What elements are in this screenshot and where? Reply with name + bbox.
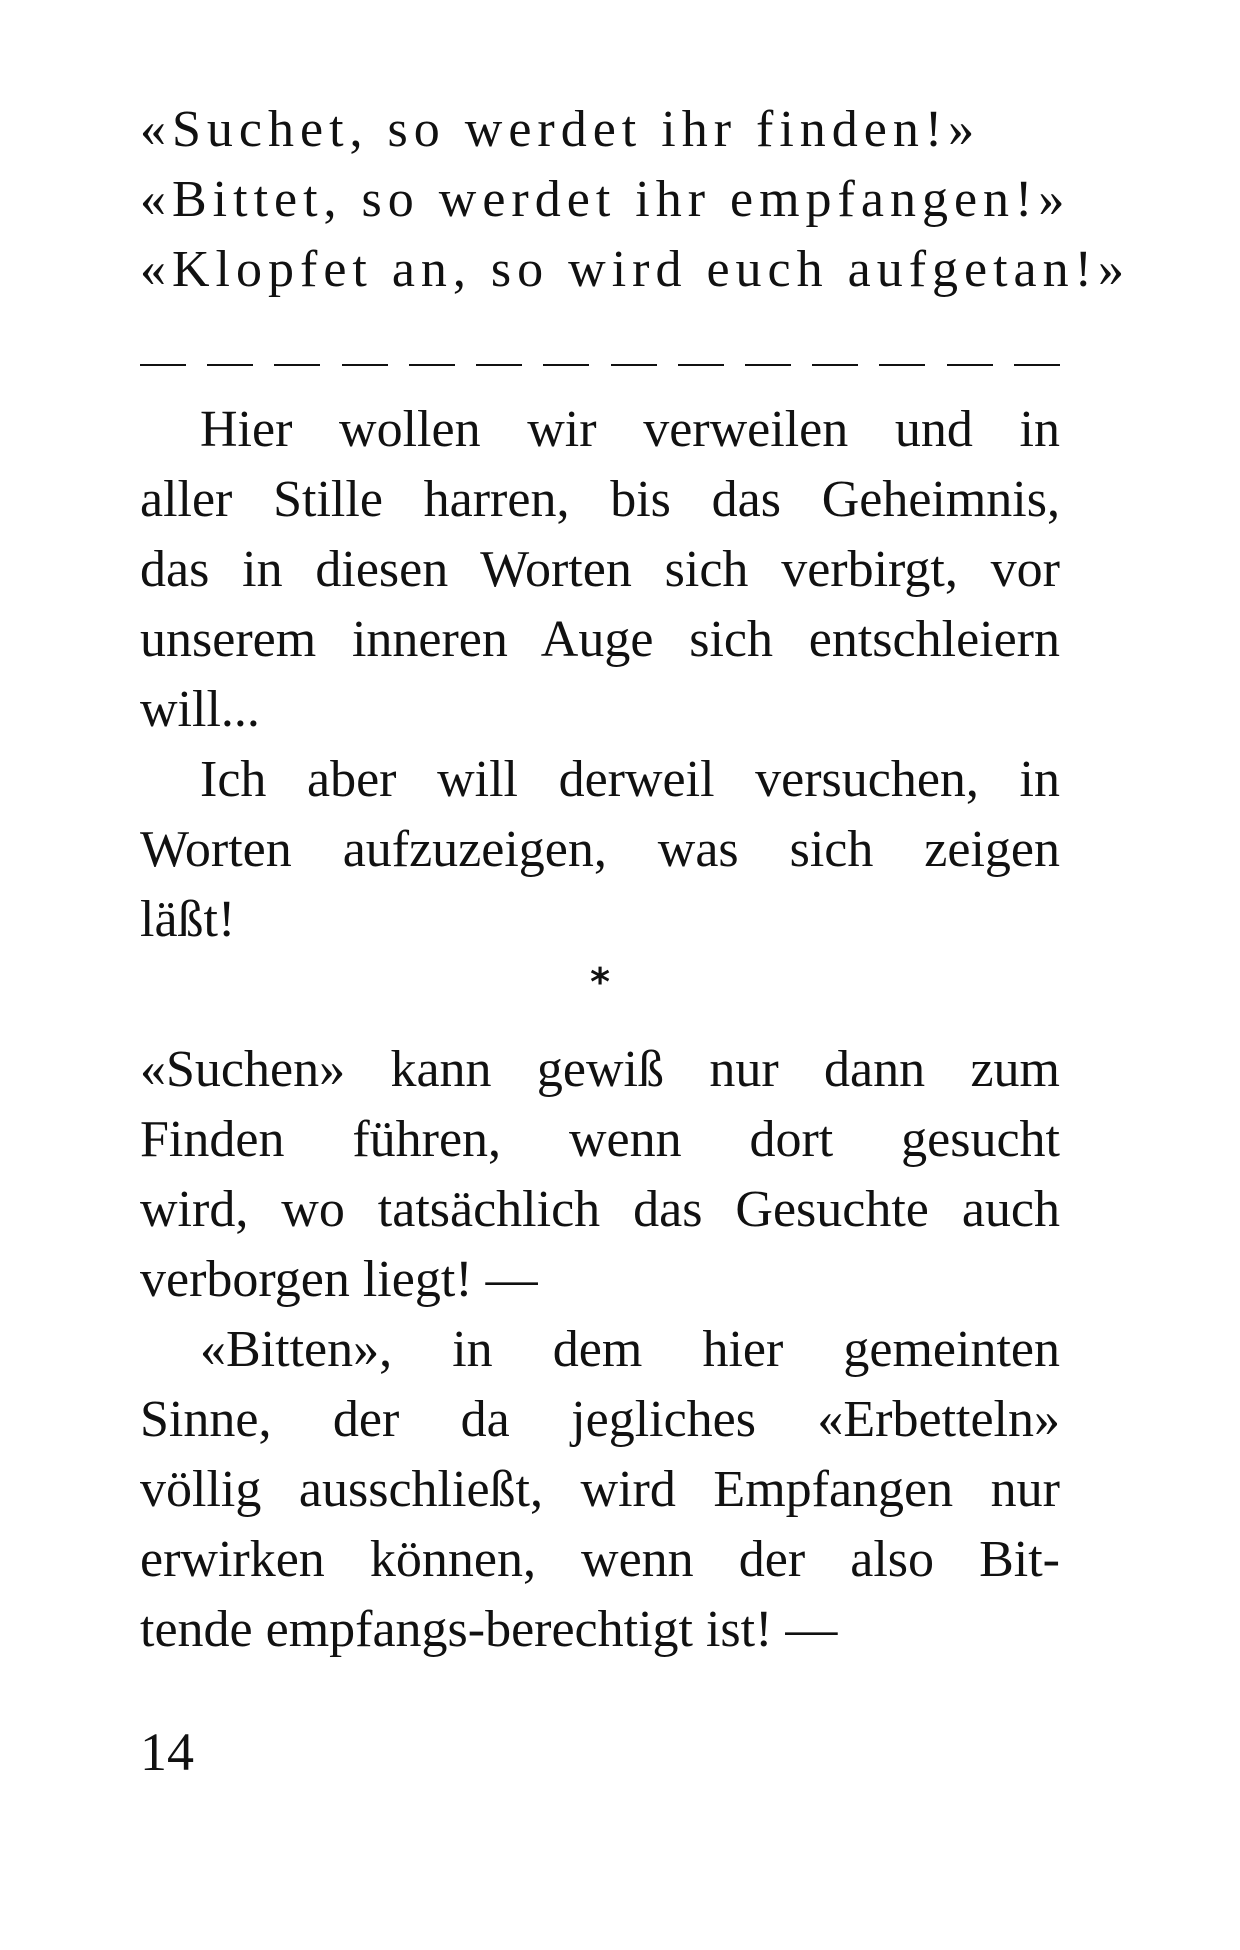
paragraph-1-line-1: Hier wollen wir verweilen und in: [200, 401, 1060, 458]
page-number: 14: [140, 1722, 194, 1782]
divider-dash: [812, 364, 858, 366]
divider-dash: [879, 364, 925, 366]
paragraph-1-line-2: aller Stille harren, bis das Geheimnis,: [140, 471, 1060, 528]
divider-dash: [543, 364, 589, 366]
paragraph-4-line-2: Sinne, der da jegliches «Erbetteln»: [140, 1391, 1060, 1448]
paragraph-4-line-3: völlig ausschließt, wird Empfangen nur: [140, 1461, 1060, 1518]
motto-line-3: «Klopfet an, so wird euch aufgetan!»: [140, 241, 1130, 298]
motto-line-2: «Bittet, so werdet ihr empfangen!»: [140, 171, 1071, 228]
paragraph-1-line-4: unserem inneren Auge sich entschleiern: [140, 611, 1060, 668]
paragraph-2-line-3: läßt!: [140, 891, 236, 948]
divider-dash: [678, 364, 724, 366]
paragraph-4-line-1: «Bitten», in dem hier gemeinten: [200, 1321, 1060, 1378]
paragraph-3-line-2: Finden führen, wenn dort gesucht: [140, 1111, 1060, 1168]
paragraph-1-line-3: das in diesen Worten sich verbirgt, vor: [140, 541, 1060, 598]
divider-dash: [207, 364, 253, 366]
paragraph-4-line-5: tende empfangs-berechtigt ist! —: [140, 1601, 838, 1658]
divider-dash: [274, 364, 320, 366]
paragraph-3-line-4: verborgen liegt! —: [140, 1251, 538, 1308]
divider-dash: [140, 364, 186, 366]
dashed-divider: [140, 360, 1060, 370]
divider-dash: [409, 364, 455, 366]
paragraph-3-line-1: «Suchen» kann gewiß nur dann zum: [140, 1041, 1060, 1098]
divider-dash: [947, 364, 993, 366]
paragraph-2-line-1: Ich aber will derweil versuchen, in: [200, 751, 1060, 808]
divider-dash: [611, 364, 657, 366]
divider-dash: [1014, 364, 1060, 366]
divider-dash: [476, 364, 522, 366]
paragraph-4-line-4: erwirken können, wenn der also Bit-: [140, 1531, 1060, 1588]
paragraph-1-line-5: will...: [140, 681, 260, 738]
divider-dash: [342, 364, 388, 366]
paragraph-3-line-3: wird, wo tatsächlich das Gesuchte auch: [140, 1181, 1060, 1238]
paragraph-2-line-2: Worten aufzuzeigen, was sich zeigen: [140, 821, 1060, 878]
divider-dash: [745, 364, 791, 366]
section-asterisk: *: [590, 960, 610, 1004]
motto-line-1: «Suchet, so werdet ihr finden!»: [140, 101, 981, 158]
